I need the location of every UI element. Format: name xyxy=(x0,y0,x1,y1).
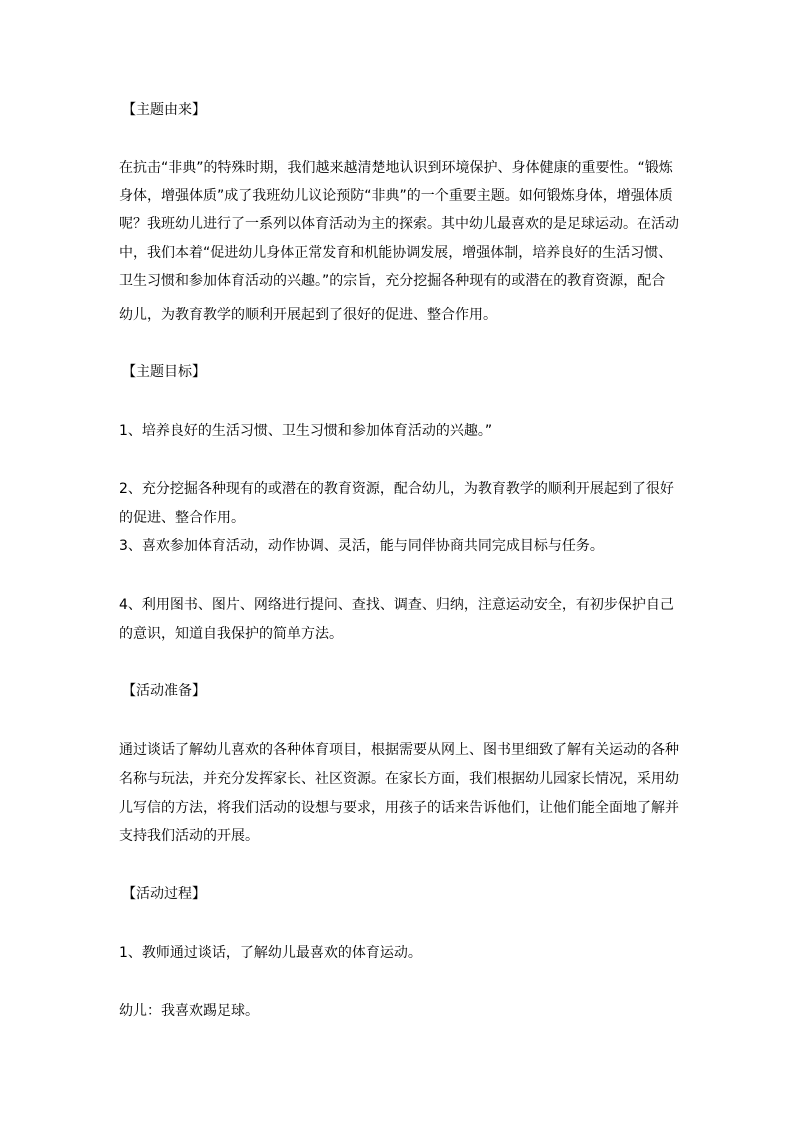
heading-activity-preparation: 【活动准备】 xyxy=(122,683,206,699)
goal-item-2-line-1: 2、充分挖掘各种现有的或潜在的教育资源，配合幼儿，为教育教学的顺利开展起到了很好 xyxy=(119,481,674,497)
origin-paragraph-line-4: 中，我们本着“促进幼儿身体正常发育和机能协调发展，增强体制，培养良好的生活习惯、 xyxy=(119,245,673,261)
origin-paragraph-line-6: 幼儿，为教育教学的顺利开展起到了很好的促进、整合作用。 xyxy=(119,307,497,323)
goal-item-4-line-2: 的意识，知道自我保护的简单方法。 xyxy=(119,626,343,642)
origin-paragraph-line-1: 在抗击“非典”的特殊时期，我们越来越清楚地认识到环境保护、身体健康的重要性。“锻炼 xyxy=(119,160,673,176)
preparation-paragraph-line-3: 儿写信的方法，将我们活动的设想与要求，用孩子的话来告诉他们，让他们能全面地了解并 xyxy=(119,800,679,816)
goal-item-2-line-2: 的促进、整合作用。 xyxy=(119,510,245,526)
heading-theme-origin: 【主题由来】 xyxy=(122,102,206,118)
origin-paragraph-line-2: 身体，增强体质”成了我班幼儿议论预防“非典”的一个重要主题。如何锻炼身体，增强体质 xyxy=(119,188,673,204)
heading-theme-goals: 【主题目标】 xyxy=(122,364,206,380)
origin-paragraph-line-5: 卫生习惯和参加体育活动的兴趣。”的宗旨，充分挖掘各种现有的或潜在的教育资源，配合 xyxy=(119,273,666,289)
origin-paragraph-line-3: 呢？我班幼儿进行了一系列以体育活动为主的探索。其中幼儿最喜欢的是足球运动。在活动 xyxy=(119,216,679,232)
process-step-1: 1、教师通过谈话，了解幼儿最喜欢的体育运动。 xyxy=(119,945,422,961)
preparation-paragraph-line-2: 名称与玩法，并充分发挥家长、社区资源。在家长方面，我们根据幼儿园家长情况，采用幼 xyxy=(119,771,679,787)
child-reply: 幼儿：我喜欢踢足球。 xyxy=(119,1003,259,1019)
preparation-paragraph-line-1: 通过谈话了解幼儿喜欢的各种体育项目，根据需要从网上、图书里细致了解有关运动的各种 xyxy=(119,742,679,758)
preparation-paragraph-line-4: 支持我们活动的开展。 xyxy=(119,828,259,844)
goal-item-1: 1、培养良好的生活习惯、卫生习惯和参加体育活动的兴趣。” xyxy=(119,423,493,439)
goal-item-4-line-1: 4、利用图书、图片、网络进行提问、查找、调查、归纳，注意运动安全，有初步保护自己 xyxy=(119,597,674,613)
goal-item-3: 3、喜欢参加体育活动，动作协调、灵活，能与同伴协商共同完成目标与任务。 xyxy=(119,538,604,554)
heading-activity-process: 【活动过程】 xyxy=(122,886,206,902)
